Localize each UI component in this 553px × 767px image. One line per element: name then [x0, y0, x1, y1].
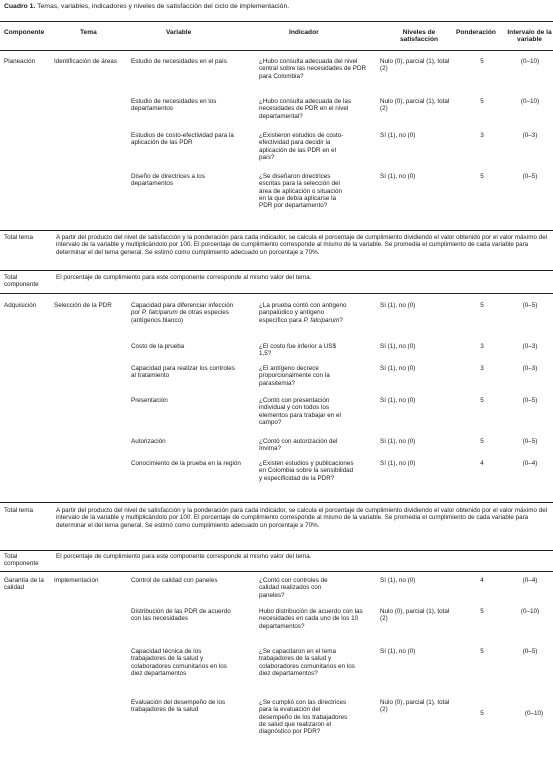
indicador-cell: ¿El antígeno decrece proporcionalmente con la parasitemia?	[259, 365, 330, 387]
intervalo-cell: (0–5)	[522, 302, 538, 309]
intervalo-cell: (0–3)	[522, 365, 538, 372]
top-rule	[0, 21, 553, 22]
ponderacion-cell: 5	[480, 608, 484, 615]
header-variable: Variable	[166, 29, 192, 36]
ponderacion-cell: 5	[480, 397, 484, 404]
ponderacion-cell: 3	[480, 365, 484, 372]
variable-cell: Evaluación del desempeño de los trabajadores de la salud	[131, 699, 226, 714]
ponderacion-cell: 4	[480, 460, 484, 467]
ponderacion-cell: 5	[480, 302, 484, 309]
ponderacion-cell: 5	[480, 648, 484, 655]
row-rule	[0, 293, 553, 294]
variable-cell: Costo de la prueba	[131, 343, 185, 350]
indicador-cell: ¿Hubo consulta adecuada del nivel central sobre las necesidades de PDR para Colombia?	[259, 58, 367, 80]
indicador-cell: ¿El costo fue inferior a US$ 1,5?	[259, 343, 336, 358]
indicador-cell: ¿Existieron estudios de costo-efectividad para decidir la aplicación de las PDR en el país?	[259, 132, 344, 161]
total-tema-note: A partir del producto del nivel de satisfacción y la ponderación para cada indicador, se calcula el porcentaje de cumplimiento dividiendo el valor obtenido por el valor máximo del intervalo de la variable y multiplicándolo por 100. El porcentaje de cumplimiento corresponde al mismo de la variable. Se promedia el cumplimiento de cada variable para determinar el del tema general. Se estimó como cumplimiento adecuado un porcentaje ≥ 70%.	[56, 507, 548, 529]
indicador-cell: ¿Existen estudios y publicaciones en Colombia sobre la sensibilidad y especificidad de la PDR?	[259, 460, 354, 482]
total-componente-note: El porcentaje de cumplimiento para este componente corresponde al mismo valor del tema.	[56, 553, 312, 560]
table-caption	[4, 3, 289, 10]
caption-text: Temas, variables, indicadores y niveles de satisfacción del ciclo de implementación.	[37, 3, 290, 10]
total-tema-label: Total tema	[4, 507, 34, 514]
niveles-cell: Nulo (0), parcial (1), total (2)	[380, 98, 450, 113]
intervalo-cell: (0–10)	[520, 608, 540, 615]
row-rule	[0, 270, 553, 271]
indicador-cell: ¿Contó con controles de calidad realizados con paneles?	[259, 577, 328, 599]
indicador-cell: ¿Contó con presentación individual y con todos los elementos para trabajar en el campo?	[259, 397, 341, 426]
ponderacion-cell: 4	[480, 577, 484, 584]
ponderacion-cell: 5	[480, 438, 484, 445]
niveles-cell: Sí (1), no (0)	[380, 173, 416, 180]
indicador-cell: Hubo distribución de acuerdo con las necesidades en cada uno de los 10 departamentos?	[259, 608, 363, 630]
indicador-italic: P. falciparum	[303, 316, 340, 324]
total-componente-note: El porcentaje de cumplimiento para este componente corresponde al mismo valor del tema.	[56, 274, 312, 281]
variable-cell: Conocimiento de la prueba en la región	[131, 460, 241, 467]
indicador-cell: ¿Contó con autorización del Invima?	[259, 438, 338, 453]
intervalo-cell: (0–10)	[520, 58, 540, 65]
variable-cell: Capacidad para realizar los controles al tratamiento	[131, 365, 235, 380]
header-intervalo: Intervalo de la variable	[507, 29, 552, 44]
componente-planeacion: Planeación	[4, 58, 36, 65]
variable-cell	[131, 302, 235, 324]
indicador-cell: ¿Se cumplió con las directrices para la evaluación del desempeño de los trabajadores de salud que realizaron el diagnóstico por PDR?	[259, 699, 348, 736]
variable-text: de otras especies (antígenos blanco)	[131, 309, 229, 324]
tema-implementacion: Implementación	[54, 577, 99, 584]
variable-cell: Presentación	[131, 397, 168, 404]
niveles-cell: Sí (1), no (0)	[380, 438, 416, 445]
total-tema-label: Total tema	[4, 234, 34, 241]
total-componente-label: Total componente	[4, 274, 39, 289]
tema-seleccion: Selección de la PDR	[54, 302, 112, 309]
indicador-cell: ¿Hubo consulta adecuada de las necesidades de PDR en el nivel departamental?	[259, 98, 352, 120]
intervalo-cell: (0–5)	[522, 648, 538, 655]
intervalo-cell: (0–4)	[522, 460, 538, 467]
niveles-cell: Nulo (0), parcial (1), total (2)	[380, 58, 450, 73]
total-componente-label: Total componente	[4, 553, 39, 568]
niveles-cell: Sí (1), no (0)	[380, 460, 416, 467]
intervalo-cell: (0–5)	[522, 397, 538, 404]
header-tema: Tema	[80, 29, 97, 36]
intervalo-cell: (0–3)	[522, 343, 538, 350]
niveles-cell: Nulo (0), parcial (1), total (2)	[380, 608, 450, 623]
niveles-cell: Sí (1), no (0)	[380, 343, 416, 350]
variable-cell: Diseño de directrices a los departamentos	[131, 173, 205, 188]
variable-italic: P. falciparum	[141, 309, 178, 317]
indicador-cell	[259, 302, 349, 324]
intervalo-cell: (0–5)	[522, 438, 538, 445]
ponderacion-cell: 3	[480, 343, 484, 350]
ponderacion-cell: 3	[480, 132, 484, 139]
indicador-cell: ¿Se diseñaron directrices escritas para la selección del área de aplicación o situación en la que debía aplicarse la PDR por departamento?	[259, 173, 342, 210]
header-componente: Componente	[4, 29, 45, 36]
variable-text: Capacidad para diferenciar infección por	[131, 302, 234, 317]
niveles-cell: Sí (1), no (0)	[380, 365, 416, 372]
tema-identificacion: Identificación de áreas	[54, 58, 118, 65]
indicador-text: ¿La prueba contó con antígeno panpalúdico y antígeno específico para	[259, 302, 347, 324]
header-indicador: Indicador	[289, 29, 319, 36]
intervalo-cell: (0–10)	[524, 710, 544, 717]
row-rule	[0, 550, 553, 551]
ponderacion-cell: 5	[480, 98, 484, 105]
ponderacion-cell: 5	[480, 710, 484, 717]
niveles-cell: Sí (1), no (0)	[380, 302, 416, 309]
niveles-cell: Sí (1), no (0)	[380, 132, 416, 139]
ponderacion-cell: 5	[480, 173, 484, 180]
row-rule	[0, 230, 553, 231]
variable-cell: Capacidad técnica de los trabajadores de la salud y colaboradores comunitarios en los diez departamentos	[131, 648, 227, 677]
intervalo-cell: (0–10)	[520, 98, 540, 105]
header-ponderacion: Ponderación	[456, 29, 496, 36]
niveles-cell: Sí (1), no (0)	[380, 577, 416, 584]
header-rule	[0, 50, 553, 51]
row-rule	[0, 502, 553, 503]
componente-garantia: Garantía de la calidad	[4, 577, 44, 592]
variable-cell: Distribución de las PDR de acuerdo con las necesidades	[131, 608, 231, 623]
caption-label: Cuadro 1.	[4, 3, 36, 10]
total-tema-note: A partir del producto del nivel de satisfacción y la ponderación para cada indicador, se calcula el porcentaje de cumplimiento dividiendo el valor obtenido por el valor máximo del intervalo de la variable y multiplicándolo por 100. El porcentaje de cumplimiento corresponde al mismo de la variable. Se promedia el cumplimiento de cada variable para determinar el del tema general. Se estimó como cumplimiento adecuado un porcentaje ≥ 70%.	[56, 234, 548, 256]
intervalo-cell: (0–5)	[522, 173, 538, 180]
row-rule	[0, 571, 553, 572]
variable-cell: Control de calidad con paneles	[131, 577, 218, 584]
indicador-cell: ¿Se capacitaron en el tema trabajadores de la salud y colaboradores comunitarios en los diez departamentos?	[259, 648, 355, 677]
intervalo-cell: (0–3)	[522, 132, 538, 139]
variable-cell: Estudio de necesidades en el país	[131, 58, 227, 65]
variable-cell: Estudio de necesidades en los departamentos	[131, 98, 217, 113]
componente-adquisicion: Adquisición	[4, 302, 37, 309]
ponderacion-cell: 5	[480, 58, 484, 65]
niveles-cell: Sí (1), no (0)	[380, 397, 416, 404]
indicador-text: ?	[339, 316, 343, 324]
niveles-cell: Nulo (0), parcial (1), total (2)	[380, 699, 450, 714]
header-niveles: Niveles de satisfacción	[399, 29, 439, 44]
niveles-cell: Sí (1), no (0)	[380, 648, 416, 655]
variable-cell: Autorización	[131, 438, 166, 445]
variable-cell: Estudios de costo-efectividad para la aplicación de las PDR	[131, 132, 234, 147]
intervalo-cell: (0–4)	[522, 577, 538, 584]
